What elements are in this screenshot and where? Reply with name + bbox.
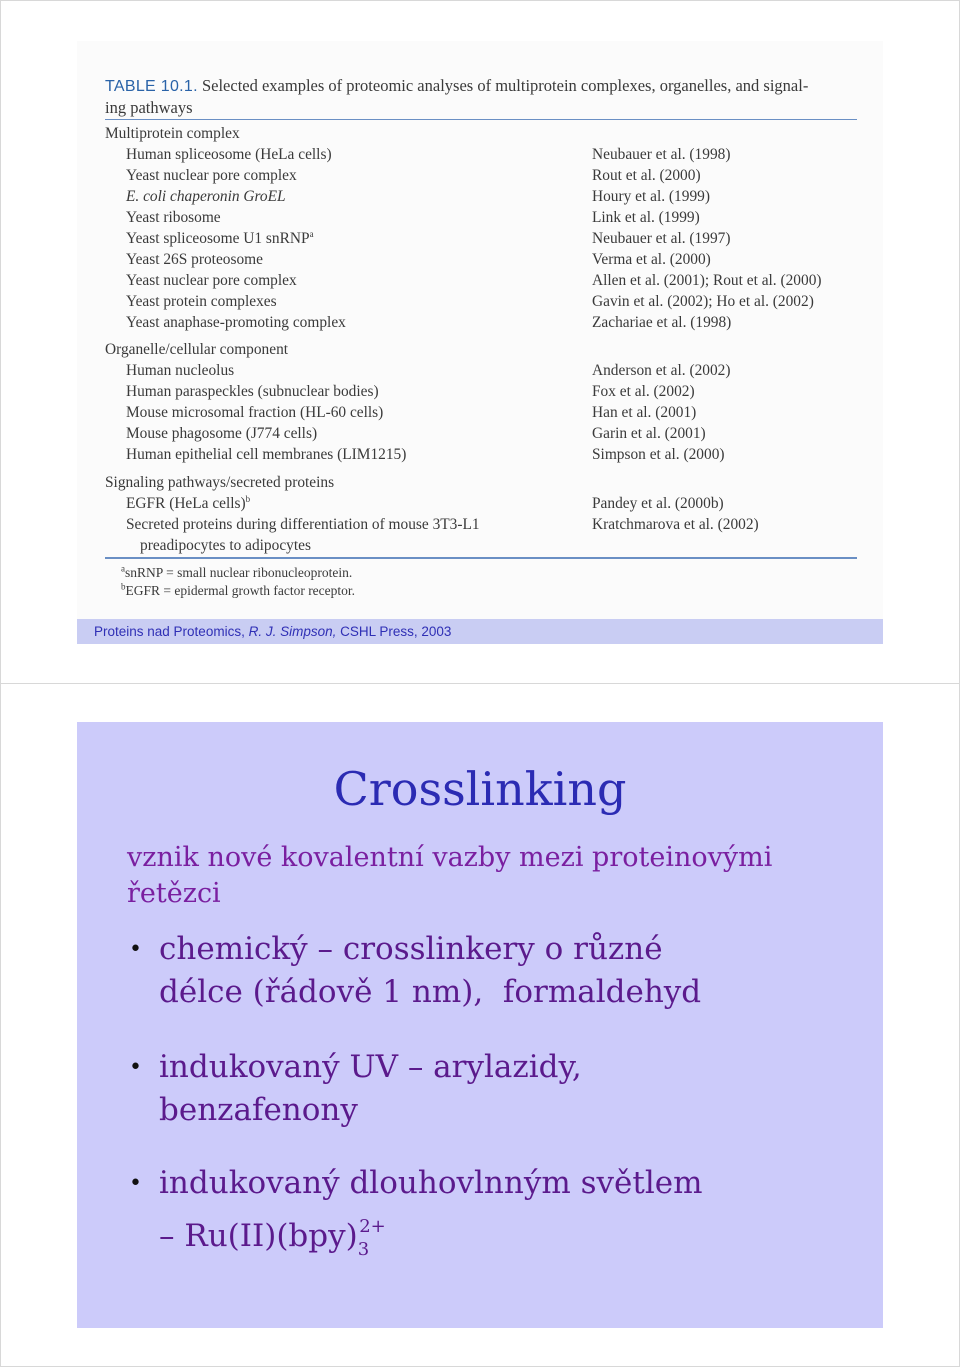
- table-row: [126, 145, 865, 165]
- citation-author: R. J. Simpson,: [248, 624, 337, 639]
- table-row: [126, 292, 865, 312]
- row-ref: Zachariae et al. (1998): [592, 314, 732, 331]
- row-ref: Neubauer et al. (1997): [592, 230, 731, 247]
- table-row: [126, 271, 865, 291]
- row-name: Mouse microsomal fraction (HL-60 cells): [126, 404, 384, 421]
- table-row: [126, 494, 865, 514]
- row-name: Human epithelial cell membranes (LIM1215): [126, 446, 407, 463]
- slide-subtitle: vznik nové kovalentní vazby mezi proteinovými řetězci: [127, 842, 773, 909]
- row-ref: Kratchmarova et al. (2002): [592, 516, 759, 533]
- bullet-dot-icon: •: [129, 1171, 142, 1196]
- table-row: [126, 208, 865, 228]
- table-row: [126, 515, 865, 535]
- table-title: [105, 75, 865, 118]
- table-caption-line1: Selected examples of proteomic analyses of multiprotein complexes, organelles, and signal-: [201, 76, 809, 95]
- row-name: Yeast protein complexes: [126, 293, 277, 310]
- table-row: [126, 229, 865, 249]
- row-name: Yeast nuclear pore complex: [126, 167, 297, 184]
- row-ref: Pandey et al. (2000b): [592, 495, 724, 512]
- section-heading: Organelle/cellular component: [105, 341, 289, 358]
- row-footnote-mark: b: [245, 493, 251, 504]
- row-ref: Rout et al. (2000): [592, 167, 701, 184]
- row-name: EGFR (HeLa cells): [126, 495, 246, 512]
- row-ref: Neubauer et al. (1998): [592, 146, 731, 163]
- table-row: [126, 424, 865, 444]
- bullet-item: • chemický – crosslinkery o různé délce (řádově 1 nm), formaldehyd: [159, 928, 849, 1014]
- citation-bar: [77, 619, 883, 644]
- row-name: Yeast spliceosome U1 snRNP: [126, 230, 310, 247]
- row-name: Yeast nuclear pore complex: [126, 272, 297, 289]
- row-ref: Allen et al. (2001); Rout et al. (2000): [592, 272, 822, 289]
- formula-charge: 2+: [359, 1216, 386, 1237]
- row-name: Human spliceosome (HeLa cells): [126, 146, 332, 163]
- table-row: [126, 361, 865, 381]
- slide-crosslinking: [0, 683, 960, 1367]
- row-ref: Houry et al. (1999): [592, 188, 710, 205]
- citation-publisher: CSHL Press, 2003: [336, 624, 452, 639]
- bullet-item: • indukovaný dlouhovlnným světlem – $Ru(II)(bpy)_3^{2+}$: [159, 1162, 849, 1271]
- table-row: [126, 313, 865, 333]
- bullet-dot-icon: •: [129, 1055, 142, 1080]
- table-row: [126, 382, 865, 402]
- bullet-item: • indukovaný UV – arylazidy, benzafenony: [159, 1046, 849, 1132]
- row-ref: Verma et al. (2000): [592, 251, 711, 268]
- row-ref: Garin et al. (2001): [592, 425, 706, 442]
- row-name: Secreted proteins during differentiation of mouse 3T3-L1: [126, 516, 480, 533]
- table-row: [126, 250, 865, 270]
- table-row: [126, 166, 865, 186]
- formula-subscript: 3: [357, 1239, 370, 1260]
- row-ref: Link et al. (1999): [592, 209, 700, 226]
- section-heading: Signaling pathways/secreted proteins: [105, 474, 335, 491]
- bullet-dot-icon: •: [129, 937, 142, 962]
- table-row-continuation: preadipocytes to adipocytes: [140, 537, 311, 554]
- row-name: E. coli chaperonin GroEL: [126, 188, 286, 205]
- row-footnote-mark: a: [309, 228, 314, 239]
- row-name: Yeast anaphase-promoting complex: [126, 314, 346, 331]
- row-ref: Fox et al. (2002): [592, 383, 695, 400]
- footnote: $^a$snRNP = small nuclear ribonucleoprotein.: [121, 563, 353, 580]
- row-name: Human nucleolus: [126, 362, 235, 379]
- table-bottom-rule: [105, 557, 857, 559]
- row-ref: Anderson et al. (2002): [592, 362, 731, 379]
- table-scan: [77, 41, 883, 619]
- table-caption-line2: ing pathways: [105, 98, 193, 117]
- row-name: Human paraspeckles (subnuclear bodies): [126, 383, 379, 400]
- footnote: $^b$EGFR = epidermal growth factor receptor.: [121, 581, 356, 598]
- table-row: [126, 187, 865, 207]
- row-name: Yeast 26S proteosome: [126, 251, 263, 268]
- table-label: TABLE 10.1.: [105, 78, 198, 95]
- row-name: Yeast ribosome: [126, 209, 221, 226]
- row-name: Mouse phagosome (J774 cells): [126, 425, 318, 442]
- slide-panel: [77, 722, 883, 1328]
- table-row: [126, 403, 865, 423]
- formula: – $Ru(II)(bpy)_3^{2+}$: [159, 1216, 386, 1260]
- slide-title: Crosslinking: [333, 762, 627, 816]
- citation-text: Proteins nad Proteomics,: [94, 624, 249, 639]
- section-heading: Multiprotein complex: [105, 125, 240, 142]
- row-ref: Gavin et al. (2002); Ho et al. (2002): [592, 293, 814, 310]
- table-row: [126, 445, 865, 465]
- row-ref: Han et al. (2001): [592, 404, 697, 421]
- row-ref: Simpson et al. (2000): [592, 446, 725, 463]
- table-top-rule: [105, 119, 857, 120]
